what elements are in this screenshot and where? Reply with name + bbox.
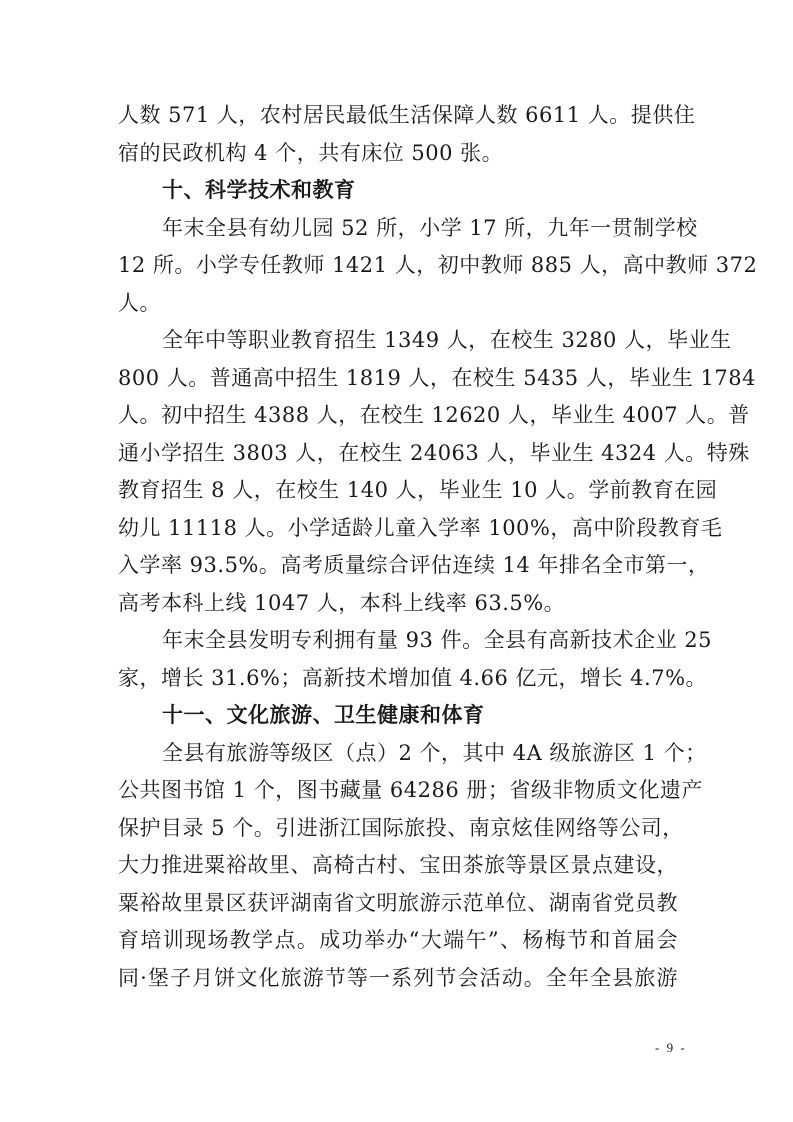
text-line: 全县有旅游等级区（点）2 个，其中 4A 级旅游区 1 个； xyxy=(162,740,707,765)
paragraph xyxy=(118,735,707,998)
text-line: 育培训现场教学点。成功举办“大端午”、杨梅节和首届会 xyxy=(118,928,678,952)
text-line: 人数 571 人，农村居民最低生活保障人数 6611 人。提供住 xyxy=(118,103,696,127)
text-line: 全年中等职业教育招生 1349 人，在校生 3280 人，毕业生 xyxy=(162,328,732,352)
text-line: 年末全县有幼儿园 52 所，小学 17 所，九年一贯制学校 xyxy=(162,215,698,240)
text-line: 幼儿 11118 人。小学适龄儿童入学率 100%，高中阶段教育毛 xyxy=(118,515,723,540)
text-line: 年末全县发明专利拥有量 93 件。全县有高新技术企业 25 xyxy=(162,628,712,652)
document-body xyxy=(118,97,758,997)
text-line: 同·堡子月饼文化旅游节等一系列节会活动。全年全县旅游 xyxy=(118,965,678,990)
text-line: 高考本科上线 1047 人，本科上线率 63.5%。 xyxy=(118,590,566,615)
text-line: 教育招生 8 人，在校生 140 人，毕业生 10 人。学前教育在园 xyxy=(118,478,718,502)
text-line: 800 人。普通高中招生 1819 人，在校生 5435 人，毕业生 1784 xyxy=(118,365,756,390)
heading-text: 十一、文化旅游、卫生健康和体育 xyxy=(162,703,485,727)
text-line: 12 所。小学专任教师 1421 人，初中教师 885 人，高中教师 372 xyxy=(118,253,758,277)
text-line: 人。 xyxy=(118,290,161,315)
paragraph xyxy=(118,210,758,323)
section-heading xyxy=(118,172,678,210)
text-line: 保护目录 5 个。引进浙江国际旅投、南京炫佳网络等公司， xyxy=(118,815,684,840)
paragraph xyxy=(118,622,712,697)
text-line: 人。初中招生 4388 人，在校生 12620 人，毕业生 4007 人。普 xyxy=(118,403,750,427)
text-line: 粟裕故里景区获评湖南省文明旅游示范单位、湖南省党员教 xyxy=(118,890,678,915)
text-line: 大力推进粟裕故里、高椅古村、宝田茶旅等景区景点建设， xyxy=(118,853,678,877)
paragraph xyxy=(118,322,756,622)
text-line: 通小学招生 3803 人，在校生 24063 人，毕业生 4324 人。特殊 xyxy=(118,440,750,465)
text-line: 公共图书馆 1 个，图书藏量 64286 册；省级非物质文化遗产 xyxy=(118,778,703,802)
section-heading xyxy=(118,697,678,735)
heading-text: 十、科学技术和教育 xyxy=(162,178,356,202)
text-line: 家，增长 31.6%；高新技术增加值 4.66 亿元，增长 4.7%。 xyxy=(118,665,708,690)
page-number: - 9 - xyxy=(655,1040,687,1055)
paragraph xyxy=(118,97,696,172)
text-line: 入学率 93.5%。高考质量综合评估连续 14 年排名全市第一， xyxy=(118,553,710,577)
text-line: 宿的民政机构 4 个，共有床位 500 张。 xyxy=(118,140,504,165)
